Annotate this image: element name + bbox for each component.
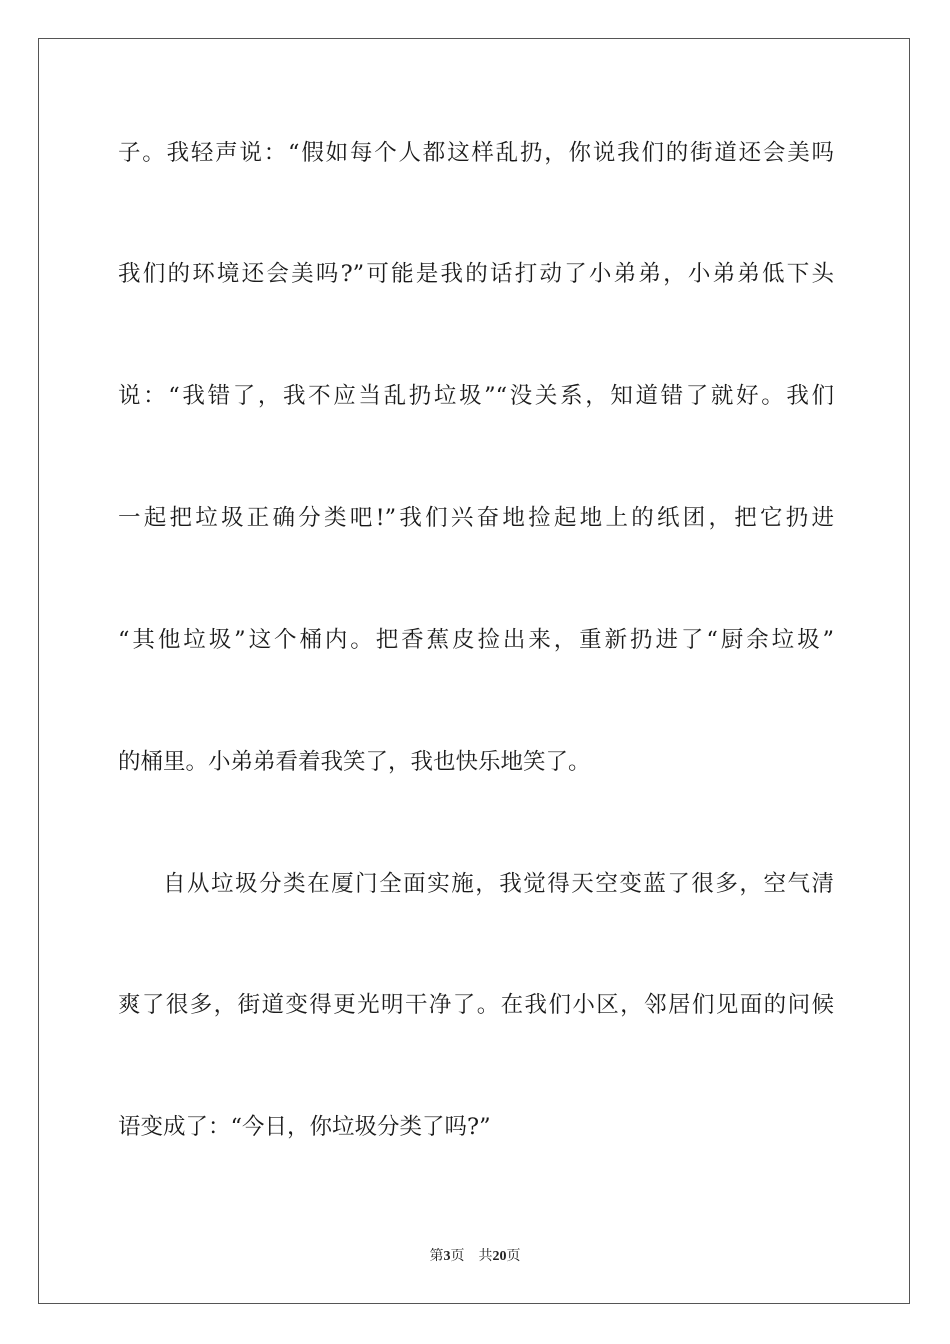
paragraph-line-8: 爽了很多，街道变得更光明干净了。在我们小区，邻居们见面的问候 <box>118 992 834 1018</box>
total-suffix: 页 <box>506 1248 521 1264</box>
paragraph-line-7: 自从垃圾分类在厦门全面实施，我觉得天空变蓝了很多，空气清 <box>163 871 834 897</box>
total-page-number: 20 <box>492 1249 507 1264</box>
paragraph-line-6: 的桶里。小弟弟看着我笑了，我也快乐地笑了。 <box>118 749 591 775</box>
current-page-number: 3 <box>443 1249 451 1264</box>
paragraph-line-1: 子。我轻声说：“假如每个人都这样乱扔，你说我们的街道还会美吗 <box>118 140 834 166</box>
paragraph-line-2: 我们的环境还会美吗?”可能是我的话打动了小弟弟，小弟弟低下头 <box>118 261 834 287</box>
page-suffix: 页 <box>450 1248 465 1264</box>
paragraph-line-5: “其他垃圾”这个桶内。把香蕉皮捡出来，重新扔进了“厨余垃圾” <box>118 627 834 653</box>
paragraph-line-9: 语变成了：“今日，你垃圾分类了吗?” <box>118 1114 491 1140</box>
paragraph-line-3: 说：“我错了，我不应当乱扔垃圾”“没关系，知道错了就好。我们 <box>118 383 834 409</box>
total-prefix: 共 <box>478 1248 493 1264</box>
paragraph-line-4: 一起把垃圾正确分类吧!”我们兴奋地捡起地上的纸团，把它扔进 <box>118 505 834 531</box>
page-prefix: 第 <box>429 1248 444 1264</box>
page-footer <box>0 1247 950 1266</box>
